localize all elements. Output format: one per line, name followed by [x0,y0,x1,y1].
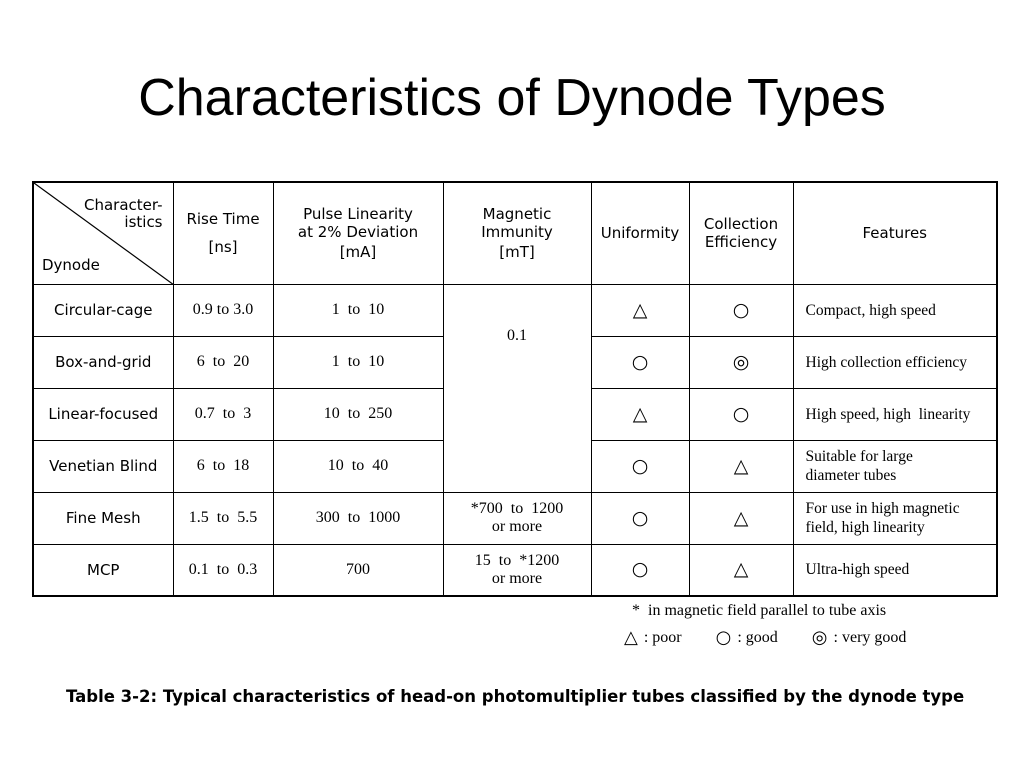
uniformity-cell [591,544,689,596]
uniformity-cell [591,388,689,440]
header-magnetic-immunity-line-2: Immunity [481,223,553,242]
magnetic-immunity-line: or more [491,518,543,535]
rise-time-cell: 0.7 to 3 [173,388,273,440]
uniformity-cell [591,492,689,544]
pulse-linearity-cell: 700 [273,544,443,596]
dynode-name-cell: Circular-cage [33,284,173,336]
dynode-name-cell: Box-and-grid [33,336,173,388]
rise-time-cell: 0.9 to 3.0 [173,284,273,336]
triangle-icon: △ [624,627,638,648]
header-magnetic-immunity-unit: [mT] [499,243,535,262]
header-pulse-linearity-line-1: Pulse Linearity [303,205,413,224]
magnetic-immunity-line: 15 to *1200 [474,551,560,569]
magnetic-immunity-shared-value: 0.1 [507,326,527,344]
collection-efficiency-cell [689,284,793,336]
symbol-legend [624,628,940,648]
dynode-characteristics-table [32,181,998,597]
features-cell [793,284,997,336]
collection-efficiency-cell [689,544,793,596]
circle-icon: ○ [631,454,649,477]
pulse-linearity-cell: 300 to 1000 [273,492,443,544]
features-line: field, high linearity [805,519,925,536]
triangle-icon: △ [632,402,648,425]
table-row [33,544,997,596]
magnetic-immunity-cell [443,544,591,596]
dynode-name-cell: Fine Mesh [33,492,173,544]
corner-header-cell [33,182,173,284]
rise-time-cell: 0.1 to 0.3 [173,544,273,596]
legend-item-poor [624,628,682,648]
corner-dynode-label: Dynode [42,255,100,274]
header-pulse-linearity-unit: [mA] [339,243,377,262]
legend-label: : poor [643,629,682,646]
double-circle-icon: ◎ [732,350,750,373]
slide-title: Characteristics of Dynode Types [138,69,886,127]
circle-icon: ○ [631,350,649,373]
pulse-linearity-cell: 1 to 10 [273,284,443,336]
uniformity-cell [591,284,689,336]
corner-top-line-2: istics [124,213,163,231]
header-rise-time [173,182,273,284]
corner-top-line-1: Character- [83,196,163,214]
corner-characteristics-label [84,197,163,231]
features-line: For use in high magnetic [805,500,960,517]
header-pulse-linearity [273,182,443,284]
magnetic-immunity-shared-cell [443,284,591,492]
features-line: High collection efficiency [805,353,968,371]
magnetic-immunity-line: *700 to 1200 [470,500,564,517]
features-line: Ultra-high speed [805,561,910,579]
header-magnetic-immunity [443,182,591,284]
uniformity-cell [591,440,689,492]
triangle-icon: △ [733,454,749,477]
legend-item-very-good [812,628,907,648]
header-features [793,182,997,284]
dynode-name-cell: MCP [33,544,173,596]
pulse-linearity-cell: 1 to 10 [273,336,443,388]
features-line: High speed, high linearity [805,405,971,423]
header-magnetic-immunity-line-1: Magnetic [482,205,552,224]
features-cell [793,388,997,440]
table-caption: Table 3-2: Typical characteristics of head-on photomultiplier tubes classified by the dynode type [66,687,965,706]
features-cell [793,440,997,492]
header-features-label: Features [862,224,927,243]
pulse-linearity-cell: 10 to 40 [273,440,443,492]
header-collection-efficiency-line-1: Collection [703,215,779,234]
features-cell [793,544,997,596]
header-pulse-linearity-line-2: at 2% Deviation [297,223,419,242]
collection-efficiency-cell [689,388,793,440]
circle-icon: ○ [732,298,750,321]
features-line: diameter tubes [805,467,897,484]
features-cell [793,492,997,544]
table-row [33,492,997,544]
uniformity-cell [591,336,689,388]
legend-item-good [716,628,778,648]
header-uniformity-label: Uniformity [600,224,680,243]
features-line: Suitable for large [805,448,913,465]
triangle-icon: △ [733,558,749,581]
collection-efficiency-cell [689,336,793,388]
table-footnote: * in magnetic field parallel to tube axis [632,602,887,619]
collection-efficiency-cell [689,440,793,492]
collection-efficiency-cell [689,492,793,544]
triangle-icon: △ [733,506,749,529]
header-row [33,182,997,284]
header-rise-time-line-1: Rise Time [186,210,260,229]
circle-icon: ○ [732,402,750,425]
header-collection-efficiency [689,182,793,284]
circle-icon: ○ [631,506,649,529]
rise-time-cell: 6 to 20 [173,336,273,388]
header-rise-time-unit: [ns] [208,238,238,257]
table-row [33,284,997,336]
features-cell [793,336,997,388]
features-line: Compact, high speed [805,301,936,319]
header-collection-efficiency-line-2: Efficiency [704,233,778,252]
rise-time-cell: 6 to 18 [173,440,273,492]
rise-time-cell: 1.5 to 5.5 [173,492,273,544]
magnetic-immunity-line: or more [491,569,543,587]
triangle-icon: △ [632,298,648,321]
header-uniformity [591,182,689,284]
legend-label: : very good [833,629,907,646]
dynode-name-cell: Venetian Blind [33,440,173,492]
dynode-name-cell: Linear-focused [33,388,173,440]
circle-icon: ○ [631,558,649,581]
pulse-linearity-cell: 10 to 250 [273,388,443,440]
legend-label: : good [737,629,778,646]
magnetic-immunity-cell [443,492,591,544]
dynode-table-container [32,181,996,595]
circle-icon: ○ [715,627,732,648]
double-circle-icon: ◎ [811,627,828,648]
